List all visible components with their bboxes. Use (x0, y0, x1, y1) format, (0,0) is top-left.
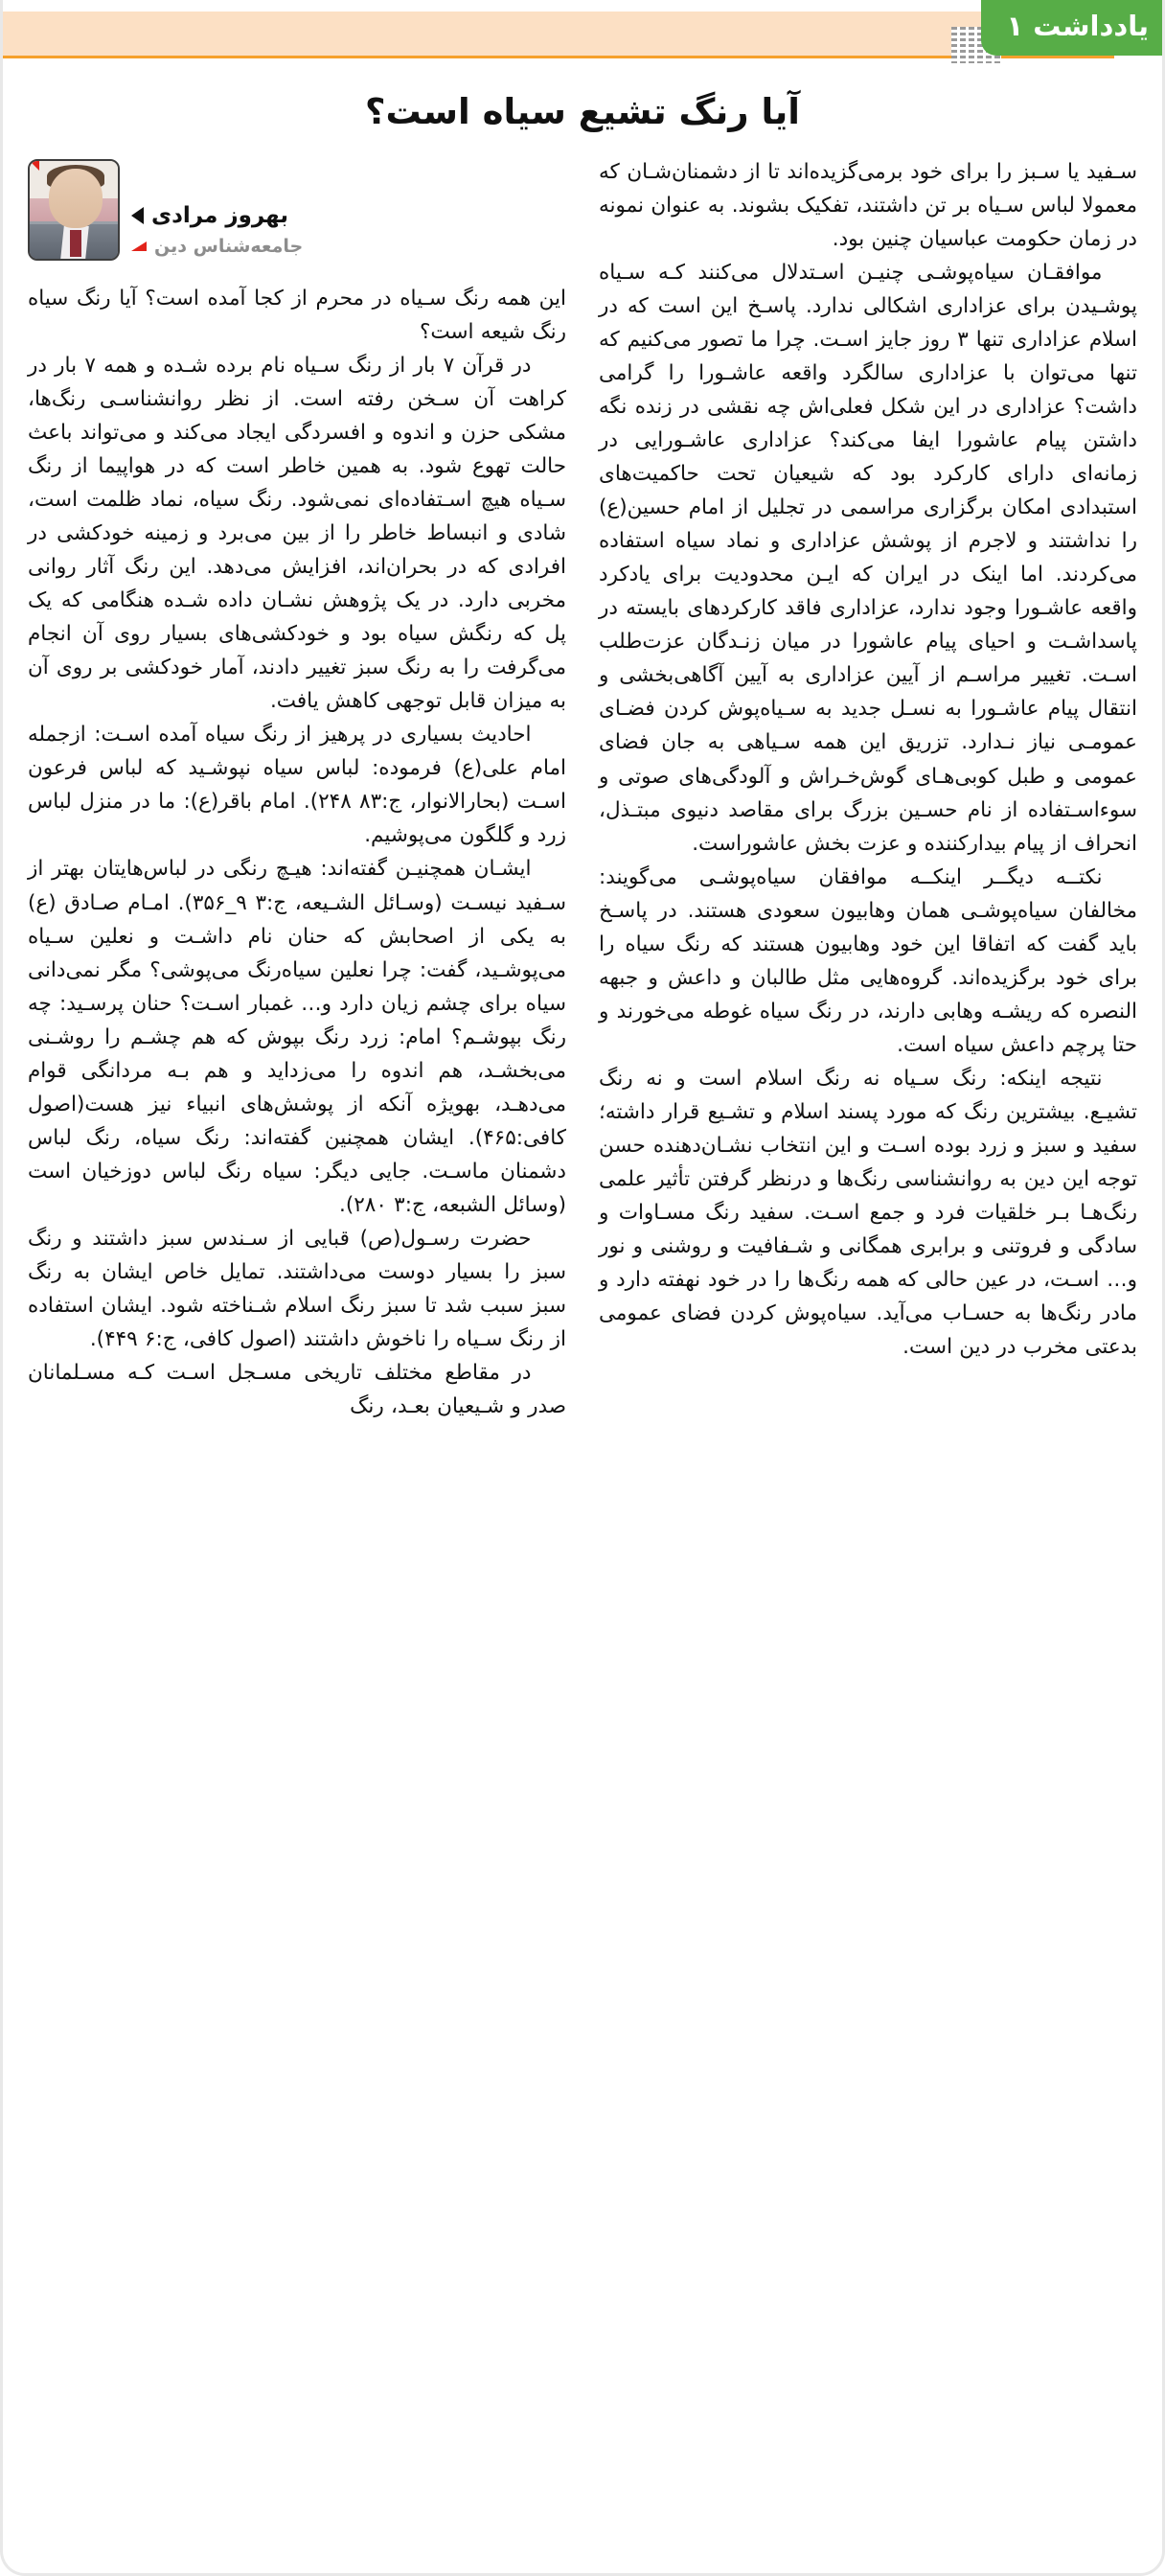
paragraph: این همه رنگ سـیاه در محرم از کجا آمده است؟ آیا رنگ سیاه رنگ شیعه است؟ (28, 286, 566, 344)
article-headline: آیا رنگ تشیع سیاه است؟ (365, 91, 800, 132)
masthead (3, 9, 1162, 61)
paragraph: نکتــه دیگــر اینکــه موافقان سیاه‌پوشـی می‌گویند: مخالفان سیاه‌پوشـی همان وهابیون سعودی هستند. در پاسـخ باید گفت که اتفاقا این خود وهابیون هستند که رنگ سیاه را برای خود برگزیده‌اند. گروه‌هایی مثل طالبان و داعش و جبهه النصره که ریشـه وهابی دارند، در رنگ سیاه غوطه می‌خورند و حتا پرچم داعش سیاه است. (599, 864, 1137, 1057)
paragraph: در قرآن ۷ بار از رنگ سـیاه نام برده شـده و همه ۷ بار در کراهت آن سـخن رفته است. از نظر روانشناسـی رنگ‌ها، مشکی حزن و اندوه و افسردگی ایجاد می‌کند و می‌تواند باعث حالت تهوع شود. به همین خاطر است که در هواپیما از رنگ سـیاه هیچ اسـتفاده‌ای نمی‌شود. رنگ سیاه، نماد ظلمت است، شادی و انبساط خاطر را از بین می‌برد و زمینه خودکشی در افرادی که در بحران‌اند، افزایش می‌دهد. این رنگ آثار روانی مخربی دارد. در یک پژوهش نشـان داده شـده هنگامی که یک پل که رنگش سیاه بود و خودکشی‌های بسیار روی آن انجام می‌گرفت را به رنگ سبز تغییر دادند، آمار خودکشی بر روی آن به میزان قابل توجهی کاهش یافت. (28, 354, 566, 714)
triangle-accent-icon (131, 242, 147, 251)
column-right (28, 155, 566, 1423)
byline-role-row (131, 236, 566, 257)
paragraph: ایشـان همچنیـن گفته‌اند: هیـچ رنگی در لباس‌هایتان بهتر از سـفید نیسـت (وسـائل الشـیعه، ج:۳ ۹_۳۵۶). امـام صـادق (ع) به یکی از اصحابش که حنان نام داشـت و نعلین سـیاه می‌پوشـید، گفت: چرا نعلین سیاه‌رنگ می‌پوشی؟ مگر نمی‌دانی سیاه برای چشم زیان دارد و… غمبار اسـت؟ حنان پرسـید: چه رنگ بپوشـم؟ امام: زرد رنگ بپوش که هم چشـم را روشـنی می‌بخشـد، هم اندوه را می‌زداید و هم بـه مردانگی قوام می‌دهـد، بهویژه آنکه از پوشش‌های انبیاء نیز هست(اصول کافی:۴۶۵). ایشان همچنین گفته‌اند: رنگ سیاه، رنگ لباس دشمنان ماسـت. جایی دیگر: سیاه رنگ لباس دوزخیان است (وسائل الشبعه، ج:۳ ۲۸۰). (28, 857, 566, 1217)
photo-face (49, 169, 103, 228)
column-right-text (28, 282, 566, 1423)
author-photo (28, 159, 120, 261)
author-name: بهروز مرادی (151, 202, 288, 228)
paragraph: احادیث بسیاری در پرهیز از رنگ سیاه آمده اسـت: ازجمله امام علی(ع) فرموده: لباس سیاه نپوشـید که لباس فرعون اسـت (بحارالانوار، ج:۸۳ ۲۴۸). امام باقر(ع): ما در منزل لباس زرد و گلگون می‌پوشیم. (28, 723, 567, 848)
paragraph: سـفید یا سـبز را برای خود برمی‌گزیده‌اند تا از دشمنان‌شـان که معمولا لباس سـیاه بر تن داشتند، تفکیک بشوند. به عنوان نمونه در زمان حکومت عباسیان چنین بود. (599, 159, 1137, 251)
byline-name-row (131, 203, 566, 228)
triangle-marker-icon (131, 207, 144, 224)
paragraph: موافقـان سیاه‌پوشـی چنیـن اسـتدلال می‌کنند کـه سـیاه پوشـیدن برای عزاداری اشکالی ندارد. پاسـخ این است که در اسلام عزاداری تنها ۳ روز جایز اسـت. چرا ما تصور می‌کنیم که تنها می‌توان با عزاداری سالگرد واقعه عاشـورا را گرامی داشت؟ عزاداری در این شکل فعلی‌اش چه نقشی در زنده نگه داشتن پیام عاشورا ایفا می‌کند؟ عزاداری عاشـورایی در زمانه‌ای دارای کارکرد بود که شیعیان تحت حاکمیت‌های استبدادی امکان برگزاری مراسمی در تجلیل از امام حسین(ع) را نداشتند و لاجرم از پوشش عزاداری و نماد سیاه استفاده می‌کردند. اما اینک در ایران که ایـن محدودیت برای یادکرد واقعه عاشـورا وجود ندارد، عزاداری فاقد کارکردهای بایسته در پاسداشـت و احیای پیام عاشورا در میان زنـدگان عزت‌طلب اسـت. تغییر مراسـم از آیین عزاداری به آیین آگاهی‌بخشی و انتقال پیام عاشـورا به نسـل جدید به سـیاه‌پوش کردن فضـای عمومـی نیاز نـدارد. تزریق این همه سـیاهی به جان فضای عمومی و طبل کوبی‌هـای گوش‌خـراش و آلودگی‌های صوتی و سوءاسـتفاده از نام حسـین بزرگ برای مقاصد دنیوی مبتـذل، انحراف از پیام بیدارکننده و عزت بخش عاشوراست. (599, 261, 1137, 856)
byline-text (131, 159, 566, 257)
section-badge[interactable] (981, 0, 1162, 56)
photo-tie (70, 230, 81, 257)
paragraph: حضرت رسـول(ص) قبایی از سـندس سبز داشتند و رنگ سبز را بسیار دوست می‌داشتند. تمایل خاص ایشان به رنگ سبز سبب شد تا سبز رنگ اسلام شـناخته شود. ایشان استفاده از رنگ سـیاه را ناخوش داشتند (اصول کافی، ج:۶ ۴۴۹). (28, 1226, 566, 1351)
paragraph: نتیجه اینکه: رنگ سـیاه نه رنگ اسلام است و نه رنگ تشیـع. بیشترین رنگ که مورد پسند اسلام و تشـیع قرار داشته؛ سفید و سبز و زرد بوده اسـت و این انتخاب نشـان‌دهنده حسن توجه این دین به روانشناسی رنگ‌ها و درنظر گرفتن تأثیر علمی رنگ‌هـا بـر خلقیات فرد و جمع اسـت. سفید رنگ مسـاوات و سادگی و فروتنی و برابری همگانی و شـفافیت و روشنی و نور و… اسـت، در عین حالی که همه رنگ‌ها را در خود نهفته دارد و مادر رنگ‌ها به حسـاب می‌آید. سیاه‌پوش کردن فضای عمومی بدعتی مخرب در دین است. (599, 1066, 1137, 1360)
column-left (599, 155, 1137, 1364)
byline (28, 159, 566, 266)
article-body (3, 140, 1162, 1461)
photo-corner-marker-icon (28, 159, 39, 171)
paragraph: در مقاطع مختلف تاریخی مسـجل اسـت کـه مسـلمانان صدر و شـیعیان بعـد، رنگ (28, 1360, 566, 1418)
author-role: جامعه‌شناس دین (154, 235, 304, 257)
section-badge-label: یادداشت ۱ (1006, 9, 1149, 42)
masthead-rule (3, 56, 1114, 58)
